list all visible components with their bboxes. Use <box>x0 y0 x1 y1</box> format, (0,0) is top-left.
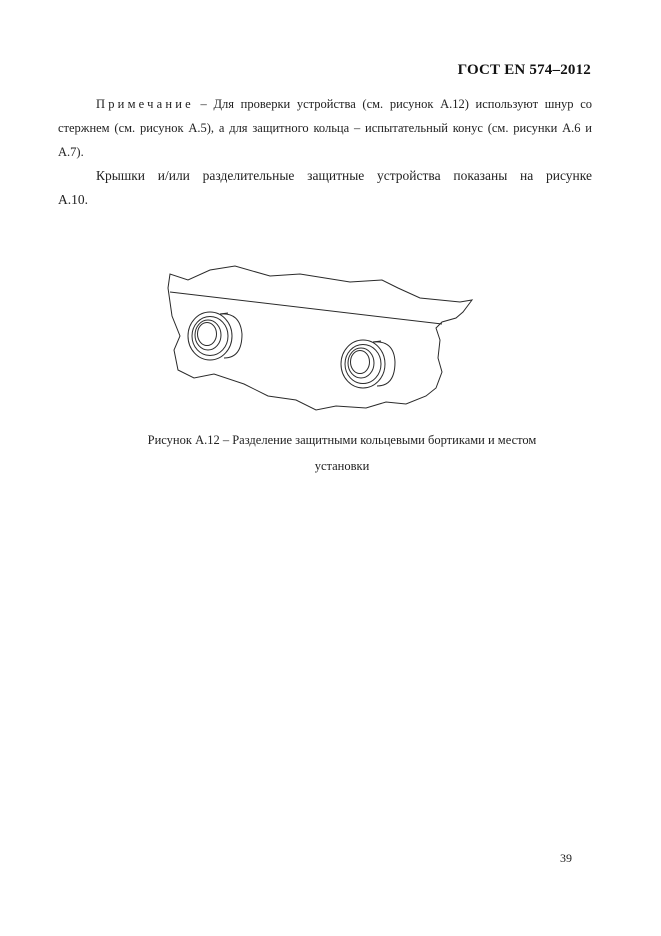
top-face-line <box>170 292 442 324</box>
figure-caption <box>110 427 574 479</box>
note-text: – Для проверки устройства (см. рисунок А.12) используют шнур со стержнем (см. рисунок А.5), а для защитного кольца – испытательный конус (см. рисунки А.6 и А.7). <box>58 97 592 159</box>
note-label: Примечание <box>96 97 194 111</box>
part-outline <box>168 266 472 410</box>
standard-code-header: ГОСТ EN 574–2012 <box>457 62 591 78</box>
right-ring <box>341 340 395 388</box>
figure-a12-drawing <box>160 262 480 422</box>
caption-line-1: Рисунок А.12 – Разделение защитными кольцевыми бортиками и местом <box>147 433 537 447</box>
note-paragraph <box>58 92 592 164</box>
left-ring <box>188 312 242 360</box>
body-paragraph: Крышки и/или разделительные защитные устройства показаны на рисунке А.10. <box>58 168 592 207</box>
caption-line-2: установки <box>314 459 370 473</box>
guard-drawing <box>160 262 480 422</box>
page-number: 39 <box>560 851 572 865</box>
